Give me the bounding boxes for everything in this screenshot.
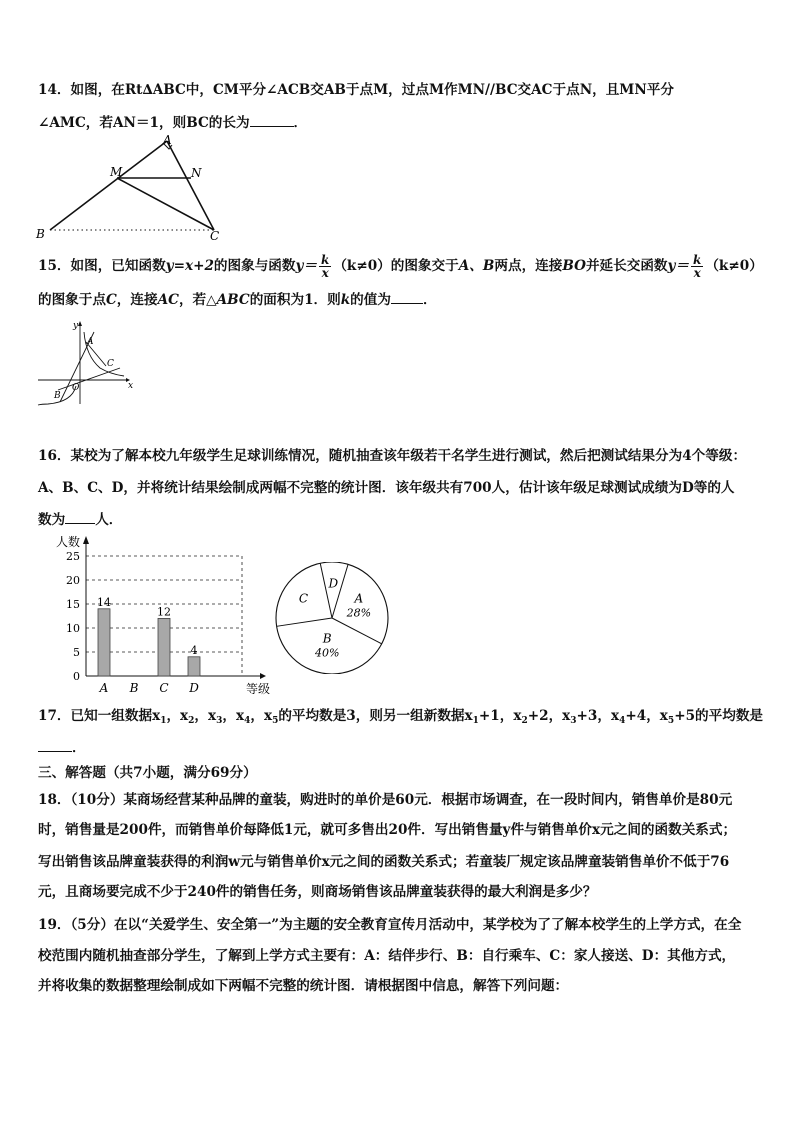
q18-line4: 元，且商场要完成不少于240件的销售任务，则商场销售该品牌童装获得的最大利润是多少？ [38, 884, 597, 900]
y-axis-arrow [83, 536, 89, 544]
x-tick-label: B [129, 681, 139, 695]
q17-text-3: 的平均数是 [695, 708, 764, 724]
y-tick-label: 15 [66, 598, 80, 611]
q15-text-7: ，连接 [116, 292, 158, 308]
q17-plus: +1 [478, 708, 500, 724]
q15-fraction-k-over-x-2 [691, 254, 703, 279]
q17-x: ，x [222, 708, 245, 724]
q15-graph-figure [30, 318, 136, 410]
q17-line2 [38, 738, 86, 758]
y-tick-label: 25 [66, 550, 80, 563]
q18-line3: 写出销售该品牌童装获得的利润w元与销售单价x元之间的函数关系式；若童装厂规定该品牌童装销售单价不低于76 [38, 854, 730, 870]
label-x: x [128, 381, 134, 391]
label-m: M [110, 165, 123, 179]
slice-label: A [354, 591, 364, 606]
q17-subscript: 2 [188, 716, 195, 726]
q17-x: ，x [166, 708, 189, 724]
q17-subscript: 2 [521, 716, 528, 726]
label-a: A [163, 133, 172, 147]
label-o: O [72, 383, 80, 393]
label-a: A [87, 337, 94, 347]
y-tick-label: 5 [73, 646, 80, 659]
q17-plus: +4 [625, 708, 647, 724]
line-bo-c [58, 368, 120, 390]
q15-abc: ABC [216, 292, 250, 308]
bar [98, 609, 110, 676]
q17-subscript: 1 [472, 716, 479, 726]
label-c: C [210, 229, 220, 243]
q14-line2-text: ∠AMC，若AN＝1，则BC的长为 [38, 115, 250, 131]
label-c: C [107, 359, 114, 369]
q19-line3: 并将收集的数据整理绘制成如下两幅不完整的统计图．请根据图中信息，解答下列问题： [38, 978, 569, 994]
q15-linear-function: y=x+2 [165, 258, 214, 274]
q15-k: k [340, 292, 351, 308]
label-y: y [73, 321, 79, 331]
q17-subscript: 4 [619, 716, 626, 726]
answer-blank [391, 303, 423, 304]
data-label: 14 [97, 595, 111, 609]
q17-text-1: 17．已知一组数据x [38, 708, 161, 724]
q17-subscript: 3 [216, 716, 223, 726]
frac-denominator-2: x [693, 266, 701, 280]
q15-condition-2: （k≠0） [705, 258, 763, 274]
q15-text-6: 的图象于点 [38, 292, 106, 308]
q17-line1 [38, 706, 763, 731]
frac-numerator: k [320, 253, 330, 267]
slice-label: C [298, 591, 309, 606]
slice-percent: 40% [314, 646, 340, 660]
y-tick-label: 10 [66, 622, 80, 635]
q17-plus: +3 [576, 708, 598, 724]
q16-line3 [38, 510, 122, 530]
q15-line1 [38, 254, 763, 279]
answer-blank [65, 523, 95, 524]
q17-x: ，x [499, 708, 522, 724]
x-tick-label: D [189, 681, 199, 695]
y-tick-label: 20 [66, 574, 80, 587]
q15-ac: AC [157, 292, 179, 308]
q16-line2: A、B、C、D，并将统计结果绘制成两幅不完整的统计图．该年级共有700人，估计该年级足球测试成绩为D等的人 [38, 480, 735, 496]
q17-end: ． [72, 740, 86, 756]
q16-bar-chart [42, 532, 272, 698]
q15-bo: BO [562, 258, 586, 274]
q16-line1: 16．某校为了解本校九年级学生足球训练情况，随机抽查该年级若干名学生进行测试，然后把测试结果分为4个等级： [38, 448, 747, 464]
q15-points: A、B [458, 258, 495, 274]
q15-text-2: 的图象与函数 [213, 258, 296, 274]
q19-line1: 19．（5分）在以“关爱学生、安全第一”为主题的安全教育宣传月活动中，某学校为了了解本校学生的上学方式，在全 [38, 917, 742, 933]
q15-text-5: 并延长交函数 [585, 258, 668, 274]
q15-y-eq-2: y＝ [667, 258, 690, 274]
x-tick-label: A [99, 681, 109, 695]
q15-text-8: ，若△ [178, 292, 217, 308]
q15-condition: （k≠0） [333, 258, 391, 274]
bar [188, 657, 200, 676]
q16-text-a: 数为 [38, 512, 66, 528]
q18-line2: 时，销售量是200件，而销售单价每降低1元，就可多售出20件．写出销售量y件与销售单价x元之间的函数关系式； [38, 822, 737, 838]
q14-end: ． [293, 115, 308, 131]
slice-percent: 28% [346, 606, 372, 620]
q15-text-4: 两点，连接 [494, 258, 563, 274]
q17-x: ，x [250, 708, 273, 724]
q17-plus: +5 [674, 708, 696, 724]
q17-subscript: 1 [160, 716, 167, 726]
y-axis-title: 人数 [56, 535, 81, 549]
label-n: N [191, 166, 202, 180]
label-b: B [36, 227, 45, 241]
q15-text-10: 的值为 [350, 292, 391, 308]
answer-blank [38, 751, 72, 752]
slice-label: D [328, 576, 339, 591]
x-axis-arrow [260, 673, 266, 679]
q15-end: ． [422, 292, 437, 308]
x-tick-label: C [159, 681, 169, 695]
section-heading: 三、解答题（共7小题，满分69分） [38, 765, 257, 781]
q15-text-3: 的图象交于 [390, 258, 459, 274]
q17-subscript: 5 [272, 716, 279, 726]
frac-numerator-2: k [693, 253, 702, 267]
q17-x: ，x [548, 708, 571, 724]
q15-line2 [38, 290, 437, 310]
q15-fraction-k-over-x [319, 254, 331, 279]
q17-x: ，x [194, 708, 217, 724]
q15-text-9: 的面积为1．则 [249, 292, 341, 308]
label-b: B [54, 391, 61, 401]
segment-ba [50, 141, 167, 230]
q18-line1: 18．（10分）某商场经营某种品牌的童装，购进时的单价是60元．根据市场调查，在一段时间内，销售单价是80元 [38, 792, 733, 808]
y-axis-arrow [78, 321, 82, 326]
q15-y-eq: y＝ [295, 258, 317, 274]
slice-label: B [322, 631, 332, 646]
data-label: 4 [190, 643, 198, 657]
data-label: 12 [157, 605, 171, 619]
q15-c: C [105, 292, 117, 308]
bar [158, 618, 170, 676]
q14-line1: 14．如图，在Rt∆ABC中，CM平分∠ACB交AB于点M，过点M作MN//BC交AC于点N，且MN平分 [38, 82, 674, 98]
x-axis-title: 等级 [246, 682, 271, 696]
q16-pie-chart [270, 562, 394, 674]
q17-x: ，x [597, 708, 620, 724]
q17-subscript: 3 [570, 716, 577, 726]
q17-subscript: 5 [667, 716, 675, 726]
q17-subscript: 4 [244, 716, 251, 726]
q14-triangle-figure [30, 132, 240, 244]
q15-text-1: 15．如图，已知函数 [38, 258, 166, 274]
q17-plus: +2 [527, 708, 549, 724]
q17-x: ，x [646, 708, 668, 724]
q17-text-2: 的平均数是3，则另一组新数据x [278, 708, 473, 724]
answer-blank [250, 126, 294, 127]
q16-text-b: 人． [95, 512, 123, 528]
y-tick-label: 0 [73, 670, 80, 683]
frac-denominator: x [321, 266, 329, 280]
q14-line2 [38, 113, 307, 133]
q19-line2: 校范围内随机抽查部分学生，了解到上学方式主要有：A：结伴步行、B：自行乘车、C：家人接送、D：其他方式， [38, 948, 736, 964]
